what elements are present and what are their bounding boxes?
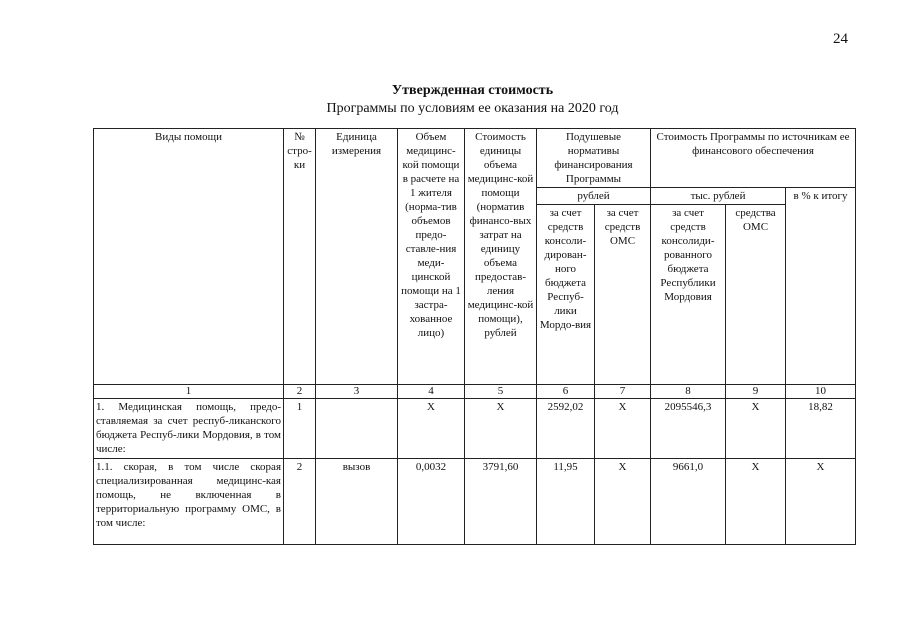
- header-row-no: № стро-ки: [284, 129, 316, 385]
- row-cost-oms: Х: [726, 399, 786, 459]
- row-unit: [316, 399, 398, 459]
- row-no: 2: [284, 459, 316, 545]
- column-number: 6: [537, 385, 595, 399]
- table-row: [94, 399, 856, 459]
- column-number: 5: [465, 385, 537, 399]
- page-number: 24: [833, 31, 848, 47]
- row-no: 1: [284, 399, 316, 459]
- header-per-capita-unit: рублей: [537, 188, 651, 205]
- header-cost-unit: тыс. рублей: [651, 188, 786, 205]
- column-number: 9: [726, 385, 786, 399]
- row-cost-budget: 9661,0: [651, 459, 726, 545]
- row-name: 1. Медицинская помощь, предо-ставляемая за счет респуб-ликанского бюджета Респуб-лики Мордовия, в том числе:: [94, 399, 284, 459]
- column-number: 8: [651, 385, 726, 399]
- row-unit: вызов: [316, 459, 398, 545]
- header-cost-pct: в % к итогу: [786, 188, 856, 385]
- row-per-capita-oms: Х: [595, 399, 651, 459]
- document-title: Утвержденная стоимость: [391, 83, 554, 98]
- header-per-capita-oms: за счет средств ОМС: [595, 205, 651, 385]
- row-cost-pct: Х: [786, 459, 856, 545]
- row-volume: Х: [398, 399, 465, 459]
- header-per-capita-budget: за счет средств консоли-дирован-ного бюджета Респуб-лики Мордо-вия: [537, 205, 595, 385]
- row-volume: 0,0032: [398, 459, 465, 545]
- header-unit: Единица измерения: [316, 129, 398, 385]
- row-per-capita-budget: 11,95: [537, 459, 595, 545]
- header-cost-budget: за счет средств консолиди-рованного бюджета Республики Мордовия: [651, 205, 726, 385]
- column-number: 3: [316, 385, 398, 399]
- row-name: 1.1. скорая, в том числе скорая специализированная медицинс-кая помощь, не включенная в территориальную программу ОМС, в том числе:: [94, 459, 284, 545]
- document-subtitle: Программы по условиям ее оказания на 2020 год: [326, 101, 619, 116]
- table-row: [94, 459, 856, 545]
- header-kinds: Виды помощи: [94, 129, 284, 385]
- header-per-capita: Подушевые нормативы финансирования Программы: [537, 129, 651, 188]
- header-cost-oms: средства ОМС: [726, 205, 786, 385]
- column-number: 7: [595, 385, 651, 399]
- cost-table: [93, 128, 856, 545]
- row-cost-budget: 2095546,3: [651, 399, 726, 459]
- header-cost: Стоимость Программы по источникам ее финансового обеспечения: [651, 129, 856, 188]
- cost-table-wrapper: [93, 128, 856, 545]
- column-number: 2: [284, 385, 316, 399]
- row-unit-cost: Х: [465, 399, 537, 459]
- header-volume: Объем медицинс-кой помощи в расчете на 1 жителя (норма-тив объемов предо-ставле-ния меди-цинской помощи на 1 застра-хованное лицо): [398, 129, 465, 385]
- row-cost-oms: Х: [726, 459, 786, 545]
- title-block: [0, 82, 905, 118]
- row-unit-cost: 3791,60: [465, 459, 537, 545]
- column-number: 4: [398, 385, 465, 399]
- header-unit-cost: Стоимость единицы объема медицинс-кой помощи (норматив финансо-вых затрат на единицу объема предостав-ления медицинс-кой помощи), рублей: [465, 129, 537, 385]
- column-number: 10: [786, 385, 856, 399]
- column-numbers-row: [94, 385, 856, 399]
- row-cost-pct: 18,82: [786, 399, 856, 459]
- column-number: 1: [94, 385, 284, 399]
- row-per-capita-budget: 2592,02: [537, 399, 595, 459]
- row-per-capita-oms: Х: [595, 459, 651, 545]
